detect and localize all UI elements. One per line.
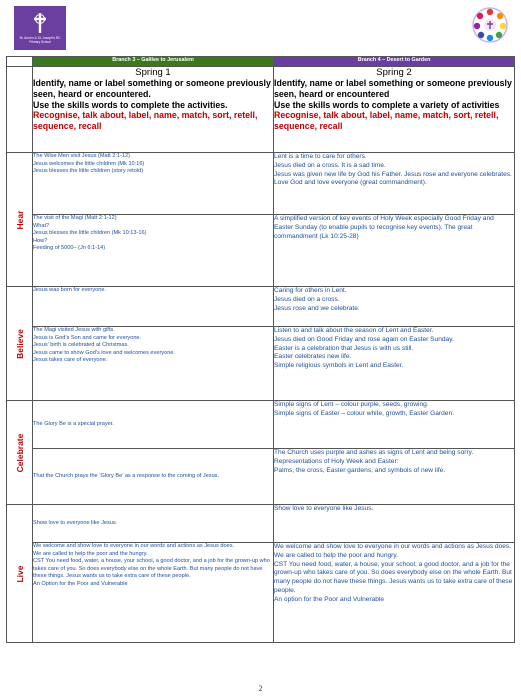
content-line: How? xyxy=(33,237,48,244)
content-cell xyxy=(274,215,515,287)
intro-line: Identify, name or label something or someone previously seen, heard or encountered xyxy=(274,78,512,99)
content-line: What? xyxy=(33,222,50,229)
content-line: Jesus’ birth is celebrated at Christmas. xyxy=(33,342,129,349)
page-number: 2 xyxy=(258,684,263,693)
content-cell xyxy=(274,153,515,215)
area-believe xyxy=(7,287,33,401)
content-line: Easter is a celebration that Jesus is with us still. xyxy=(274,344,414,352)
content-line: Simple religious symbols in Lent and Easter. xyxy=(274,362,404,370)
school-crest-logo xyxy=(14,6,66,50)
content-line: Jesus died on Good Friday and rose again on Easter Sunday. xyxy=(274,335,454,343)
spring-1-intro xyxy=(33,67,274,153)
content-cell xyxy=(274,287,515,327)
content-line: Show love to everyone like Jesus. xyxy=(274,505,374,512)
content-line: Jesus blesses the little children (Mk 10:13-16) xyxy=(33,230,147,237)
intro-line: Use the skills words to complete the activities. xyxy=(33,99,228,110)
season-title: Spring 2 xyxy=(376,67,412,78)
corner-cell xyxy=(7,67,33,153)
content-line: Jesus rose and we celebrate. xyxy=(274,304,360,312)
content-line: Jesus was given new life by God his Father. Jesus rose and everyone celebrates. xyxy=(274,170,512,178)
content-cell xyxy=(33,153,274,215)
content-line: CST You need food, water, a house, your school, a good doctor, and a job for the grown-up who takes care of you. So does everybody else on the whole Earth. But many people do not have these things. Jesus wants us to take extra care of these people. xyxy=(274,560,513,594)
content-cell xyxy=(33,543,274,643)
content-line: CST You need food, water, a house, your school, a good doctor, and a job for the grown-up who takes care of you. So does everybody else on the whole Earth. But many people do not have these things. Jesus wants us to take extra care of these people. xyxy=(33,558,270,580)
content-line: Feeding of 5000– (Jn 6:1-14) xyxy=(33,245,106,252)
content-line: Simple signs of Lent – colour purple, seeds, growing. xyxy=(274,401,429,408)
content-line: Jesus was born for everyone. xyxy=(33,287,107,293)
content-line: Lent is a time to care for others. xyxy=(274,153,367,160)
skills-words: Recognise, talk about, label, name, match, sort, retell, sequence, recall xyxy=(33,110,258,132)
area-celebrate xyxy=(7,401,33,505)
school-name: St. Anne's & St. Joseph's RC Primary School xyxy=(19,36,61,44)
content-line: Caring for others in Lent. xyxy=(274,287,347,294)
content-line: An option for the Poor and Vulnerable xyxy=(274,595,385,603)
content-cell xyxy=(274,449,515,505)
content-line: The Church uses purple and ashes as signs of Lent and being sorry. xyxy=(274,449,474,456)
branch-3-header: Branch 3 – Galilee to Jerusalem xyxy=(33,57,274,67)
content-cell xyxy=(33,215,274,287)
skills-words: Recognise, talk about, label, name, match, sort, retell, sequence, recall xyxy=(274,110,499,132)
area-hear xyxy=(7,153,33,287)
cross-icon xyxy=(32,12,48,34)
content-cell xyxy=(33,287,274,327)
content-cell xyxy=(274,401,515,449)
content-cell xyxy=(33,449,274,505)
content-line: Palms, the cross, Easter gardens, and symbols of new life. xyxy=(274,466,446,474)
content-cell xyxy=(274,505,515,543)
content-line: Jesus died on a cross. It is a sad time. xyxy=(274,161,386,169)
content-line: The Magi visited Jesus with gifts. xyxy=(33,327,115,333)
content-cell xyxy=(33,327,274,401)
content-line: The Glory Be is a special prayer. xyxy=(33,420,114,427)
content-line: We are called to help the poor and the hungry. xyxy=(33,550,148,557)
content-line: The Wise Men visit Jesus (Matt 2:1-12) xyxy=(33,153,130,159)
content-line: That the Church prays the ‘Glory Be’ as a response to the coming of Jesus. xyxy=(33,472,220,479)
content-line: Listen to and talk about the season of Lent and Easter. xyxy=(274,327,434,334)
content-line: A simplified version of key events of Holy Week especially Good Friday and Easter Sunday (to enable pupils to recognise key events). The great commandment (Lk 10:25-28) xyxy=(274,215,494,240)
area-label: Celebrate xyxy=(14,433,25,472)
content-line: Jesus came to show God’s love and welcomes everyone. xyxy=(33,349,175,356)
area-label: Hear xyxy=(14,210,25,229)
content-cell xyxy=(33,401,274,449)
content-line: Simple signs of Easter – colour white, growth, Easter Garden. xyxy=(274,409,454,417)
content-line: We welcome and show love to everyone in our words and actions as Jesus does. xyxy=(274,543,512,550)
content-line: Love God and love everyone (great commandment). xyxy=(274,179,427,187)
content-cell xyxy=(274,543,515,643)
area-label: Believe xyxy=(14,328,25,359)
content-line: Jesus blesses the little children (story retold) xyxy=(33,168,144,175)
corner-cell xyxy=(7,57,33,67)
content-line: Easter celebrates new life. xyxy=(274,353,352,361)
content-line: Show love to everyone like Jesus. xyxy=(33,519,118,526)
content-line: Jesus died on a cross. xyxy=(274,295,340,303)
content-line: We welcome and show love to everyone in our words and actions as Jesus does. xyxy=(33,543,235,549)
content-line: The visit of the Magi (Matt 2:1-12) xyxy=(33,215,117,221)
content-line: Jesus is God’s Son and came for everyone. xyxy=(33,334,142,341)
rainbow-circle-logo xyxy=(471,6,509,44)
area-label: Live xyxy=(14,564,25,583)
content-cell xyxy=(33,505,274,543)
content-cell xyxy=(274,327,515,401)
area-live xyxy=(7,505,33,643)
content-line: An Option for the Poor and Vulnerable xyxy=(33,580,128,587)
branch-4-header: Branch 4 – Desert to Garden xyxy=(274,57,515,67)
intro-line: Use the skills words to complete a variety of activities xyxy=(274,99,500,110)
content-line: Jesus welcomes the little children (Mk 10:16) xyxy=(33,160,145,167)
intro-line: Identify, name or label something or someone previously seen, heard or encountered. xyxy=(33,78,271,99)
season-title: Spring 1 xyxy=(135,67,171,78)
curriculum-table xyxy=(6,56,515,643)
content-line: Representations of Holy Week and Easter: xyxy=(274,457,399,465)
spring-2-intro xyxy=(274,67,515,153)
content-line: Jesus takes care of everyone. xyxy=(33,357,108,364)
content-line: We are called to help the poor and hungry. xyxy=(274,551,399,559)
